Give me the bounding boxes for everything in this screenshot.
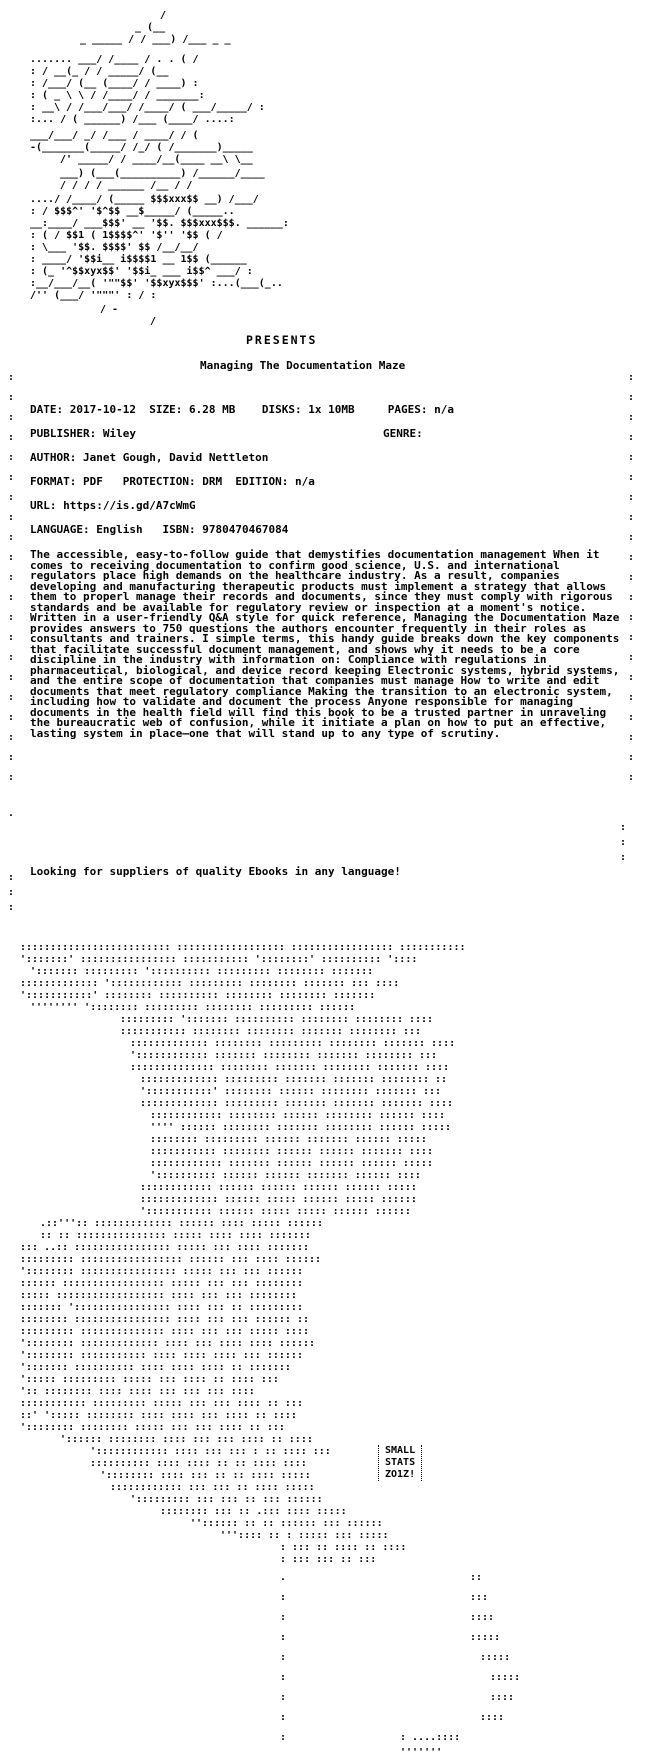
disks-label: DISKS: xyxy=(261,403,302,416)
isbn-label: ISBN: xyxy=(162,523,196,536)
svg-text::: : xyxy=(8,692,15,703)
svg-text::: : xyxy=(8,532,15,543)
svg-text::::::::::::: :::::::: ::::: :::::::::::: :::::::: :::::: :::::::: :::::: :::: xyxy=(150,1110,446,1121)
svg-text:::::::::::::: :::::: :::::: ::::::::::::: :::::: ::::: :::::: ::::: :::::: xyxy=(140,1194,417,1205)
svg-text:':::::::::: :::::: ::::::: ':::::::::: :::::: :::::: ::::::: :::::: :::: xyxy=(150,1170,421,1181)
svg-text::: : xyxy=(628,552,635,563)
svg-text::: : xyxy=(628,632,635,643)
svg-text::: : xyxy=(628,652,635,663)
svg-text::: : xyxy=(628,452,635,463)
svg-text::: : xyxy=(8,592,15,603)
svg-text:::::: :::: xyxy=(490,1692,515,1703)
svg-text:: / $$$^' '$^$$ _: : / $$$^' '$^$$ __$_____/ (_____.. xyxy=(30,206,235,217)
svg-text::: : xyxy=(280,1652,287,1663)
svg-text::... / ( ______) /___: :... / ( ______) /___ (____/ ....: xyxy=(30,114,235,125)
svg-text::: : xyxy=(280,1592,287,1603)
svg-text:_ (__: _ (__ xyxy=(135,22,166,33)
svg-text::: : xyxy=(628,772,635,783)
svg-text:: ....::::: : ....:::: xyxy=(400,1732,461,1743)
pages-value: n/a xyxy=(434,403,454,416)
svg-text:_ _____ / / ___): _ _____ / / ___) /___ _ _ xyxy=(80,34,231,45)
svg-text::: : xyxy=(8,872,15,883)
svg-text::: : xyxy=(628,392,635,403)
svg-text:/' _____/ / ____/__(__: /' _____/ / ____/__(____ __\ \__ xyxy=(60,154,253,165)
suppliers-notice: Looking for suppliers of quality Ebooks in any language! xyxy=(30,865,401,878)
svg-text:: ( / $$1 ( 1$$$$^': : ( / $$1 ( 1$$$$^' '$'' '$$ ( / xyxy=(30,230,223,241)
svg-text:::::::::::::::::::::::::: :::: ::::::::::::::::::::::::: :::::::::::::::::: ::::::::::::::::: ::::::::::: xyxy=(20,942,466,953)
stats-line-3: ZO1Z! xyxy=(385,1469,416,1480)
svg-text::: : xyxy=(8,732,15,743)
svg-text:..../ /____/ (_____ $$$xxx$: ..../ /____/ (_____ $$$xxx$$ __) /___/ xyxy=(30,194,259,205)
svg-text::: : xyxy=(8,472,15,483)
svg-text::: : xyxy=(620,822,627,833)
svg-text:'''' :::::: :::::::: ::::::: '''' :::::: :::::::: ::::::: :::::::: :::::: ::::: xyxy=(150,1122,452,1133)
svg-text:::::::::::::: ::::::::: ::::: ::::::::::::: ::::::::: ::::::: ::::::: ::::::: :::: xyxy=(140,1098,454,1109)
svg-text::: : xyxy=(628,432,635,443)
svg-text::: : xyxy=(8,572,15,583)
svg-text::::::: ::::: xyxy=(480,1652,511,1663)
svg-text:/ / / / ______ /__: / / / / ______ /__ / / xyxy=(60,180,193,191)
svg-text:::::::::::: :::::::: ::::::: ::::::::::: :::::::: :::::: :::::: ::::::: :::: xyxy=(150,1146,433,1157)
url-row xyxy=(30,499,196,512)
svg-text::: : xyxy=(628,752,635,763)
svg-text:':::::::: :::::::: ::::: ::: ':::::::: :::::::: ::::: ::: ::: :::: :: ::: xyxy=(20,1422,285,1433)
svg-text::: : xyxy=(628,512,635,523)
edition-value: n/a xyxy=(294,475,315,488)
svg-text:: ( _ \ \ / /____: : ( _ \ \ / /____/ / _______: xyxy=(30,90,205,101)
svg-text::: : xyxy=(628,612,635,623)
svg-text::: : xyxy=(8,432,15,443)
svg-text:::::::::::::: '::::::::::::: ::::::::::::: ':::::::::::: ::::::::: :::::::: ::::::: ::: :::: xyxy=(20,978,400,989)
pages-label: PAGES: xyxy=(387,403,428,416)
svg-text::::::::::::::: :::::::: ::::: :::::::::::::: :::::::: ::::::: :::::::: ::::::: :::: xyxy=(130,1062,450,1073)
presents-label: PRESENTS xyxy=(246,333,318,347)
svg-text::: : xyxy=(628,592,635,603)
protection-label: PROTECTION: xyxy=(122,475,196,488)
svg-text:'':::::: :: :: :::::: :::: '':::::: :: :: :::::: ::: :::::: xyxy=(190,1518,383,1529)
svg-text:':::::::: ::::::::::: ::::: ':::::::: ::::::::::: :::: :::: :::: ::: :::::: xyxy=(20,1350,303,1361)
svg-text::__/___/__( '""$$' '$$xyx$: :__/___/__( '""$$' '$$xyx$$$' :...(___(_.. xyxy=(30,278,283,289)
size-label: SIZE: xyxy=(149,403,183,416)
svg-text:: ____/ '$$i__ i$$$$1 _: : ____/ '$$i__ i$$$$1 __ 1$$ (______ xyxy=(30,254,247,265)
svg-text::: : xyxy=(8,512,15,523)
svg-text:':::::::::::' :::::::: :::: ':::::::::::' :::::::: :::::: :::::::: ::::::: ::: xyxy=(140,1086,442,1097)
format-label: FORMAT: xyxy=(30,475,77,488)
author-row xyxy=(30,451,268,464)
svg-text::::::: ::::: xyxy=(470,1632,501,1643)
svg-text:.: . xyxy=(280,1572,287,1583)
svg-text::::::::: ::::::::: ::::::: :::::::: ::::::::: :::::: ::::::: :::::: ::::: xyxy=(150,1134,427,1145)
svg-text::: : xyxy=(8,392,15,403)
svg-text:::::: :::: xyxy=(470,1612,495,1623)
svg-text::: : xyxy=(8,652,15,663)
svg-text::: : xyxy=(280,1632,287,1643)
svg-text::: : xyxy=(8,772,15,783)
svg-text:___/___/ _/ /___ / ____/ /: ___/___/ _/ /___ / ____/ / ( xyxy=(30,130,199,141)
date-value: 2017-10-12 xyxy=(69,403,136,416)
svg-text:''':::: :: : ::::: ::: :::: ''':::: :: : ::::: ::: ::::: xyxy=(220,1530,389,1541)
svg-text:':::::::' ::::::::::::::::: ':::::::' :::::::::::::::: ::::::::::: '::::::::' :::::::::: ':::: xyxy=(20,954,418,965)
svg-text:':::::::::::: :::: ::: :::: ':::::::::::: :::: ::: ::: : :: :::: ::: xyxy=(90,1446,331,1457)
svg-text::: : xyxy=(628,492,635,503)
svg-text:':::::: :::::::: :::: :::: ':::::: :::::::: :::: ::: ::: :::: :: :::: xyxy=(60,1434,313,1445)
svg-text:.::''':: ::::::::::::: :: .::''':: ::::::::::::: :::::: :::: ::::: :::::: xyxy=(40,1218,323,1229)
svg-text:':::::::: ::::::::::::: ::::: ':::::::: ::::::::::::: :::: ::: :::: :::: :::::: xyxy=(20,1338,316,1349)
disks-value: 1x 10MB xyxy=(308,403,355,416)
svg-text:::::::::: '::::::: ::::::::: ::::::::: '::::::: :::::::::: :::::::: :::::::: :::: xyxy=(120,1014,434,1025)
svg-text:':::::::::::: ::::::: :::::: ':::::::::::: ::::::: :::::::: ::::::: :::::::: ::: xyxy=(130,1050,438,1061)
svg-text::: : xyxy=(8,887,15,898)
svg-text::::::::::: :::: :::: ::: :::::::::: :::: :::: :: :: :::: :::: xyxy=(90,1458,307,1469)
book-title: Managing The Documentation Maze xyxy=(200,359,406,372)
svg-text:.: . xyxy=(8,808,15,819)
svg-text:/'' (___/ '"""': /'' (___/ '"""' : / : xyxy=(30,290,157,301)
svg-text::: : xyxy=(628,712,635,723)
format-row xyxy=(30,475,315,488)
svg-text:/: / xyxy=(160,10,167,21)
svg-text:: __\ / /___/___/ /____/ (: : __\ / /___/___/ /____/ ( ___/_____/ : xyxy=(30,102,265,113)
svg-text::: : xyxy=(620,852,627,863)
svg-text::: : xyxy=(8,412,15,423)
svg-text:'''''''' ':::::::: ::::: '''''''' ':::::::: ::::::::: :::::::: ::::::::: :::::: xyxy=(30,1002,356,1013)
svg-text:'::::::::::: :::::: ::::: :: '::::::::::: :::::: ::::: ::::: :::::: :::::: xyxy=(140,1206,411,1217)
svg-text::::::: ::::::::::::::::: :::: :::::: ::::::::::::::::: ::::: ::: ::: :::::::: xyxy=(20,1278,303,1289)
svg-text:-(_______(_____/ /_/ ( /: -(_______(_____/ /_/ ( /_______)_____ xyxy=(30,142,253,153)
date-row xyxy=(30,403,454,416)
svg-text::::::::::::: :::::: ::::::: :::::::::::: :::::: :::::: :::::: :::::: ::::: xyxy=(140,1182,417,1193)
author-value: Janet Gough, David Nettleton xyxy=(82,451,269,464)
svg-text::: : xyxy=(8,492,15,503)
svg-text::: : xyxy=(8,452,15,463)
svg-text:: /___/ (__ (____/ /: : /___/ (__ (____/ / ____) : xyxy=(30,78,199,89)
svg-text:::::::::::: ::::::::: :::::: ::::::::::: ::::::::: ::::: ::: ::: :::: :: ::: xyxy=(20,1398,303,1409)
svg-text:''''''': ''''''' xyxy=(400,1747,443,1758)
svg-text:::: ..:: ::::::::::::::::: ::: ..:: :::::::::::::::: ::::: ::: :::: ::::::: xyxy=(20,1242,309,1253)
svg-text::: : xyxy=(628,472,635,483)
svg-text::: : xyxy=(628,732,635,743)
svg-text:::::: :::: xyxy=(480,1712,505,1723)
svg-text::: : xyxy=(280,1732,287,1743)
svg-text:::::::::::: :::::::: :::::: ::::::::::: :::::::: :::::::: ::::::: :::::::: ::: xyxy=(120,1026,422,1037)
svg-text:::::::::::::: :::::::: :::::: ::::::::::::: :::::::: ::::::::: :::::::: ::::::: :::: xyxy=(130,1038,456,1049)
publisher-label: PUBLISHER: xyxy=(30,427,97,440)
svg-text::::::::: ::: :: .::: ::::: :::::::: ::: :: .::: :::: ::::: xyxy=(160,1506,347,1517)
size-value: 6.28 MB xyxy=(188,403,236,416)
svg-text::: : xyxy=(8,552,15,563)
svg-text::: : xyxy=(628,572,635,583)
svg-text:/ -: / - xyxy=(100,304,119,315)
stats-line-2: STATS xyxy=(385,1457,416,1468)
genre-label: GENRE: xyxy=(383,427,423,440)
svg-text:::::::: ':::::::::::::::: :: ::::::: ':::::::::::::::: :::: ::: :: ::::::::: xyxy=(20,1302,303,1313)
svg-text:':: :::::::: :::: :::: :::: ':: :::::::: :::: :::: ::: ::: ::: :::: xyxy=(20,1386,255,1397)
svg-text:__:____/ ___$$$' __ '$$.: __:____/ ___$$$' __ '$$. $$$xxx$$$. ______: xyxy=(30,218,289,229)
language-row xyxy=(30,523,288,536)
svg-text:: \___ '$$. $$$$': : \___ '$$. $$$$' $$ /__/__/ xyxy=(30,242,199,253)
svg-text::: : xyxy=(8,902,15,913)
svg-text:___) (___(__________) /__: ___) (___(__________) /______/____ xyxy=(60,168,265,179)
svg-text::: : xyxy=(280,1692,287,1703)
svg-text::: :: :::::::::::::::: :: :: ::::::::::::::: ::::: :::: :::: ::::::: xyxy=(40,1230,311,1241)
svg-text::: : xyxy=(280,1712,287,1723)
svg-text:':::::::::::' :::::::: :: ':::::::::::' :::::::: :::::::::: :::::::: :::::::: ::::::: xyxy=(20,990,376,1001)
protection-value: DRM xyxy=(202,475,223,488)
publisher-row xyxy=(30,427,136,440)
svg-text:::::: :::::::::::::::::: :::: ::::: :::::::::::::::::: :::: ::: ::: :::::::: xyxy=(20,1290,297,1301)
svg-text::: : xyxy=(628,412,635,423)
svg-text::: : xyxy=(628,692,635,703)
svg-text:: / __(_ / / ___: : / __(_ / / _____/ (__ xyxy=(30,66,169,77)
book-description: The accessible, easy-to-follow guide that demystifies documentation management When it comes to receiving documentation to confirm good science, U.S. and international regulators place high demands on the healthcare industry. As a result, companies developing and manufacturing therapeutic products must implement a strategy that allows them to properl manage their records and documents, since they must comply with rigorous standards and be available for regulatory review or inspection at a moment's notice. Written in a user-friendly Q&A style for quick reference, Managing the Documentation Maze provides answers to 750 questions the authors encounter frequently in their roles as consultants and trainers. I simple terms, this handy guide breaks down the key components that facilitate successful document management, and shows why it needs to be a core discipline in the industry with information on: Compliance with regulations in pharmaceutical, biological, and device record keeping Electronic systems, hybrid systems, and the entire scope of documentation that companies must manage How to write and edit documents that meet regulatory compliance Making the transition to an electronic system, including how to validate and document the process Anyone responsible for managing documents in the health field will find this book to be a trusted partner in unraveling the bureaucratic web of confusion, while it initiate a plan on how to put an effective, lasting system in place—one that will stand up to any type of scrutiny. xyxy=(30,548,620,740)
svg-text::: : xyxy=(8,632,15,643)
stats-line-1: SMALL xyxy=(385,1445,416,1456)
svg-text:::::::::::::: ::::::::: :::: ::::::::::::: ::::::::: ::::::: ::::::: :::::::: :: xyxy=(140,1074,448,1085)
svg-text:::::::::: :::::::::::::::::: ::::::::: ::::::::::::::::: :::::: ::: :::: :::::: xyxy=(20,1254,322,1265)
svg-text:: ::: :: :::: :: ::::: : ::: :: :::: :: :::: xyxy=(280,1542,407,1553)
svg-text:: (_ '^$$xyx$$' '$$i_ __: : (_ '^$$xyx$$' '$$i_ ___ i$$^ ___/ : xyxy=(30,266,253,277)
svg-text:: ::: ::: :: :::: : ::: ::: :: ::: xyxy=(280,1554,377,1565)
url-label: URL: xyxy=(30,499,57,512)
language-value: English xyxy=(96,523,143,536)
author-label: AUTHOR: xyxy=(30,451,77,464)
svg-text::: : xyxy=(628,532,635,543)
svg-text:'::::::::: ::: ::: :: ::: '::::::::: ::: ::: :: ::: :::::: xyxy=(130,1494,323,1505)
url-value[interactable]: https://is.gd/A7cWmG xyxy=(63,499,196,512)
svg-text::: : xyxy=(628,372,635,383)
svg-text:':::::::: :::: ::: :: :: ':::::::: :::: ::: :: :: :::: ::::: xyxy=(100,1470,311,1481)
svg-text:....... ___/ /____ / . .: ....... ___/ /____ / . . ( / xyxy=(30,54,199,65)
svg-text:':::::::: ::::::::::::::::: ':::::::: :::::::::::::::: ::::: ::: ::: :::::: xyxy=(20,1266,303,1277)
svg-text:::: :: xyxy=(470,1572,483,1583)
svg-text::::::: ::::: xyxy=(490,1672,521,1683)
svg-text::: : xyxy=(620,837,627,848)
svg-text:'::::::: :::::::::: :::: ::: '::::::: :::::::::: :::: :::: :::: :: ::::::: xyxy=(20,1362,291,1373)
format-value: PDF xyxy=(82,475,103,488)
svg-text::: : xyxy=(8,612,15,623)
svg-text::: : xyxy=(8,752,15,763)
svg-text::::::::: :::::::::::::::: ::: :::::::: :::::::::::::::: :::: ::: ::: :::::: :: xyxy=(20,1314,309,1325)
genre-row xyxy=(383,427,429,440)
isbn-value: 9780470467084 xyxy=(202,523,289,536)
svg-text::::::::::::: ::: ::: ::: :::::::::::: ::: ::: :: :::: ::::: xyxy=(110,1482,315,1493)
svg-text::: : xyxy=(280,1612,287,1623)
language-label: LANGUAGE: xyxy=(30,523,90,536)
date-label: DATE: xyxy=(30,403,64,416)
svg-text::::: ::: xyxy=(470,1592,489,1603)
svg-text:::::::::: :::::::::::::: :::: ::::::::: :::::::::::::: :::: ::: ::: ::::: :::: xyxy=(20,1326,309,1337)
publisher-value: Wiley xyxy=(102,427,136,440)
svg-text::::::::::::: ::::::: ::::::: :::::::::::: ::::::: :::::: :::::: :::::: ::::: xyxy=(150,1158,433,1169)
svg-text::: : xyxy=(8,672,15,683)
svg-text:'::::: ::::::::: ::::: :::: '::::: ::::::::: ::::: ::: :::: :: :::: ::: xyxy=(20,1374,279,1385)
edition-label: EDITION: xyxy=(235,475,289,488)
small-stats-badge xyxy=(378,1445,422,1481)
svg-text::: : xyxy=(280,1672,287,1683)
svg-text:/: / xyxy=(150,316,157,327)
svg-text:'::::::: ::::::::: ':::::::: '::::::: ::::::::: ':::::::::: ::::::::: :::::::: ::::::: xyxy=(30,966,374,977)
svg-text::: : xyxy=(628,672,635,683)
svg-text:::' '::::: :::::::: :::: :: ::' '::::: :::::::: :::: :::: ::: :::: :: :::: xyxy=(20,1410,297,1421)
svg-text::: : xyxy=(8,372,15,383)
svg-text::: : xyxy=(8,712,15,723)
